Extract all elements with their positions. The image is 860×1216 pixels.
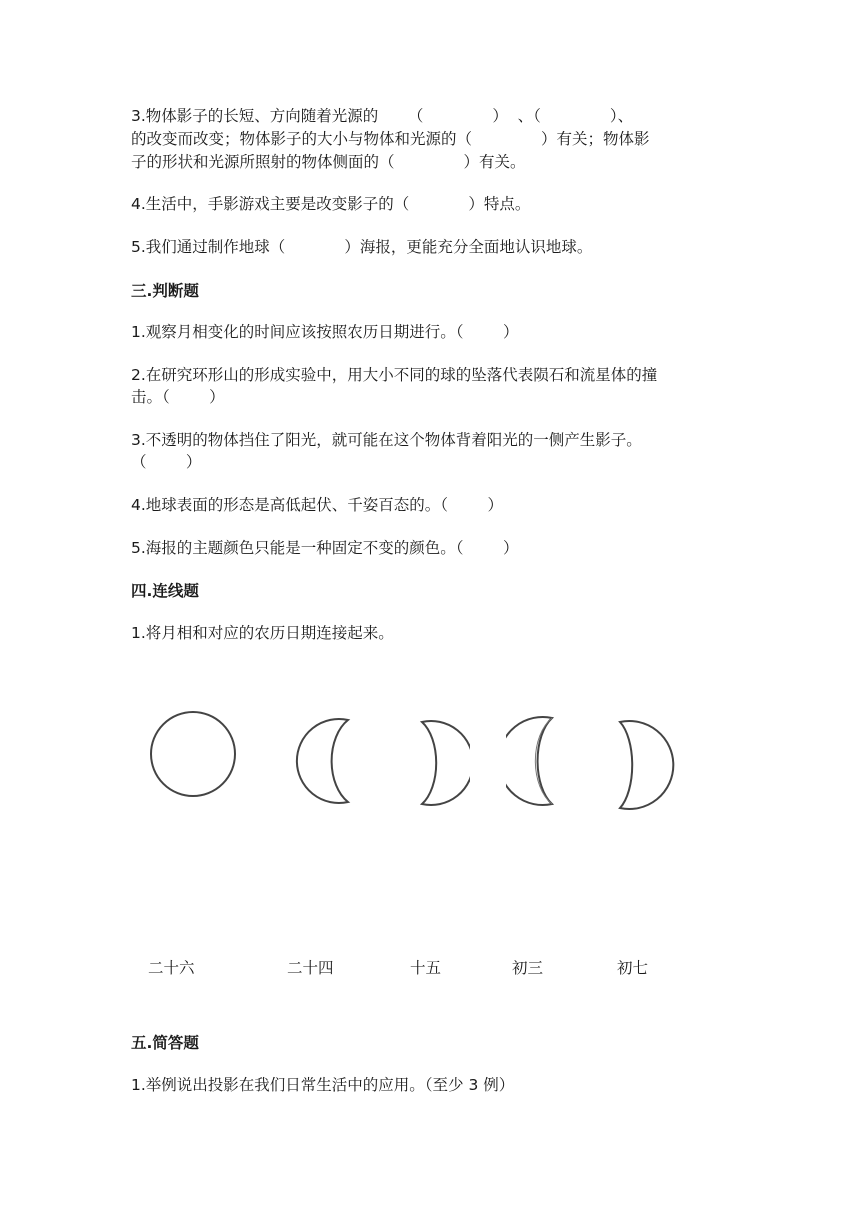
q3-fill-line-3: 子的形状和光源所照射的物体侧面的（ ）有关。 [131, 153, 526, 171]
q3-fill-line-1: 3.物体影子的长短、方向随着光源的 （ ） 、（ ）、 [131, 107, 634, 125]
q5-fill: 5.我们通过制作地球（ ）海报，更能充分全面地认识地球。 [131, 238, 593, 256]
full-moon-icon [145, 706, 241, 802]
judgement-q2-line-2: 击。（ ） [131, 388, 225, 406]
q4-fill: 4.生活中，手影游戏主要是改变影子的（ ）特点。 [131, 195, 531, 213]
date-label: 初三 [512, 959, 544, 977]
judgement-q3-line-2: （ ） [131, 453, 202, 471]
section-title-short-answer: 五.简答题 [131, 1034, 199, 1052]
short-answer-q1: 1.举例说出投影在我们日常生活中的应用。（至少 3 例） [131, 1076, 515, 1094]
date-label: 初七 [617, 959, 649, 977]
date-label: 二十四 [287, 959, 334, 977]
matching-q1: 1.将月相和对应的农历日期连接起来。 [131, 624, 394, 642]
waxing-crescent-icon [414, 716, 470, 810]
q3-fill-line-2: 的改变而改变；物体影子的大小与物体和光源的（ ）有关；物体影 [131, 130, 650, 148]
waxing-crescent-icon [612, 716, 676, 814]
judgement-q5: 5.海报的主题颜色只能是一种固定不变的颜色。（ ） [131, 539, 519, 557]
thick-waning-crescent-icon [506, 712, 566, 810]
section-title-judgement: 三.判断题 [131, 282, 199, 300]
judgement-q1: 1.观察月相变化的时间应该按照农历日期进行。（ ） [131, 323, 519, 341]
date-label: 十五 [410, 959, 442, 977]
judgement-q4: 4.地球表面的形态是高低起伏、千姿百态的。（ ） [131, 496, 503, 514]
date-label: 二十六 [148, 959, 195, 977]
waning-crescent-icon [294, 714, 358, 808]
judgement-q2-line-1: 2.在研究环形山的形成实验中，用大小不同的球的坠落代表陨石和流星体的撞 [131, 366, 658, 384]
section-title-matching: 四.连线题 [131, 582, 199, 600]
judgement-q3-line-1: 3.不透明的物体挡住了阳光，就可能在这个物体背着阳光的一侧产生影子。 [131, 431, 642, 449]
